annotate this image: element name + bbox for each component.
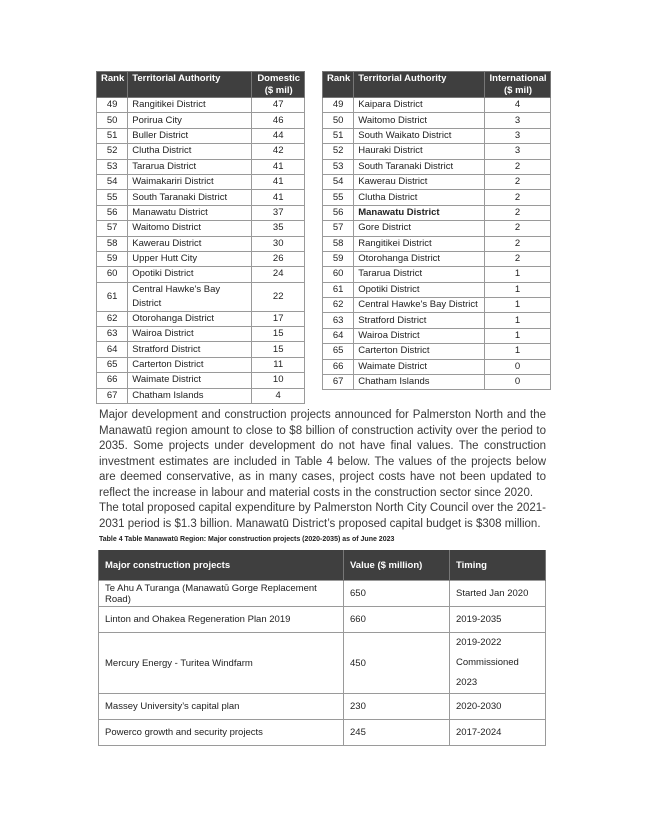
value-cell: 1 (485, 282, 551, 297)
table-row (323, 359, 551, 374)
table-row (97, 388, 305, 403)
rank-cell: 61 (323, 282, 354, 297)
value-cell: 41 (252, 174, 305, 189)
rank-cell: 52 (97, 144, 128, 159)
authority-cell: Otorohanga District (354, 251, 485, 266)
timing-text: 2017-2024 (456, 727, 502, 738)
authority-cell: Clutha District (354, 190, 485, 205)
table-header-row (323, 72, 551, 98)
authority-cell: Kawerau District (354, 174, 485, 189)
table-row (323, 344, 551, 359)
value-cell: 15 (252, 327, 305, 342)
table-row (323, 144, 551, 159)
authority-cell: Waimate District (354, 359, 485, 374)
table-row (97, 221, 305, 236)
table-row (323, 375, 551, 390)
value-cell: 41 (252, 190, 305, 205)
rank-cell: 54 (97, 174, 128, 189)
authority-cell: Gore District (354, 221, 485, 236)
value-cell: 2 (485, 205, 551, 220)
table-row (97, 342, 305, 357)
project-cell: Te Ahu A Turanga (Manawatū Gorge Replacement Road) (99, 581, 344, 607)
international-table-body (323, 98, 551, 390)
authority-cell: Stratford District (128, 342, 252, 357)
rank-cell: 63 (323, 313, 354, 328)
project-cell: Linton and Ohakea Regeneration Plan 2019 (99, 607, 344, 633)
authority-cell: Stratford District (354, 313, 485, 328)
value-cell: 450 (344, 633, 450, 694)
value-cell: 37 (252, 205, 305, 220)
rank-cell: 66 (97, 373, 128, 388)
column-header-international: International ($ mil) (485, 72, 551, 98)
value-cell: 44 (252, 128, 305, 143)
rank-cell: 60 (97, 267, 128, 282)
rank-cell: 55 (97, 190, 128, 205)
value-cell: 17 (252, 311, 305, 326)
table-row (323, 267, 551, 282)
rank-cell: 58 (323, 236, 354, 251)
domestic-table-body (97, 98, 305, 404)
authority-cell: Waitomo District (354, 113, 485, 128)
value-cell: 3 (485, 128, 551, 143)
table-row (323, 313, 551, 328)
projects-table-body (99, 581, 546, 746)
rank-cell: 59 (323, 251, 354, 266)
rank-cell: 64 (97, 342, 128, 357)
table-row (323, 159, 551, 174)
authority-cell: Clutha District (128, 144, 252, 159)
rank-cell: 56 (323, 205, 354, 220)
value-cell: 15 (252, 342, 305, 357)
authority-cell: Manawatu District (354, 205, 485, 220)
table-row (99, 720, 546, 746)
table-row (323, 251, 551, 266)
value-cell: 1 (485, 267, 551, 282)
value-cell: 4 (485, 98, 551, 113)
value-cell: 2 (485, 159, 551, 174)
authority-cell: Buller District (128, 128, 252, 143)
rank-cell: 62 (323, 298, 354, 313)
value-cell: 2 (485, 236, 551, 251)
value-cell: 30 (252, 236, 305, 251)
rank-cell: 53 (97, 159, 128, 174)
table-row (97, 159, 305, 174)
rank-cell: 49 (323, 98, 354, 113)
table-row (97, 174, 305, 189)
rank-cell: 66 (323, 359, 354, 374)
rank-cell: 62 (97, 311, 128, 326)
value-cell: 2 (485, 174, 551, 189)
table-row (97, 311, 305, 326)
table-row (323, 128, 551, 143)
authority-cell: Kawerau District (128, 236, 252, 251)
rank-cell: 54 (323, 174, 354, 189)
project-cell: Massey University’s capital plan (99, 694, 344, 720)
timing-text: Started Jan 2020 (456, 588, 529, 599)
project-cell: Mercury Energy - Turitea Windfarm (99, 633, 344, 694)
authority-cell: Opotiki District (354, 282, 485, 297)
rank-cell: 58 (97, 236, 128, 251)
rank-cell: 50 (97, 113, 128, 128)
authority-cell: Wairoa District (128, 327, 252, 342)
table-caption: Table 4 Table Manawatū Region: Major construction projects (2020-2035) as of June 2023 (99, 536, 395, 543)
rank-cell: 57 (323, 221, 354, 236)
rank-cell: 49 (97, 98, 128, 113)
column-header-domestic: Domestic ($ mil) (252, 72, 305, 98)
value-cell: 0 (485, 359, 551, 374)
domestic-ranking-table (96, 71, 305, 404)
value-cell: 2 (485, 221, 551, 236)
table-row (97, 357, 305, 372)
table-row (323, 328, 551, 343)
value-cell: 24 (252, 267, 305, 282)
rank-cell: 55 (323, 190, 354, 205)
authority-cell: South Waikato District (354, 128, 485, 143)
rank-cell: 61 (97, 282, 128, 311)
value-cell: 650 (344, 581, 450, 607)
authority-cell: Porirua City (128, 113, 252, 128)
timing-text: Commissioned 2023 (456, 657, 519, 688)
table-row (97, 373, 305, 388)
column-header-value: Value ($ million) (344, 550, 450, 581)
authority-cell: Upper Hutt City (128, 251, 252, 266)
table-row (323, 236, 551, 251)
value-cell: 660 (344, 607, 450, 633)
rank-cell: 53 (323, 159, 354, 174)
value-cell: 3 (485, 144, 551, 159)
value-cell: 41 (252, 159, 305, 174)
table-row (97, 267, 305, 282)
timing-cell (450, 607, 546, 633)
authority-cell: Tararua District (128, 159, 252, 174)
column-header-timing: Timing (450, 550, 546, 581)
value-cell: 26 (252, 251, 305, 266)
rank-cell: 56 (97, 205, 128, 220)
column-header-rank: Rank (97, 72, 128, 98)
table-row (323, 282, 551, 297)
value-cell: 4 (252, 388, 305, 403)
table-row (97, 282, 305, 311)
value-cell: 11 (252, 357, 305, 372)
authority-cell: Waitomo District (128, 221, 252, 236)
timing-cell (450, 633, 546, 694)
major-projects-table (98, 550, 546, 746)
rank-cell: 60 (323, 267, 354, 282)
authority-cell: Central Hawke's Bay District (354, 298, 485, 313)
table-row (97, 251, 305, 266)
paragraph-construction-projects: Major development and construction projects announced for Palmerston North and the Manawatū region amount to close to $8 billion of construction activity over the period to 2035. Some projects under development do not have final values. The construction investment estimates are included in Table 4 below. The values of the projects below are deemed conservative, as in many cases, project costs have not been updated to reflect the increase in labour and material costs in the construction sector since 2020. (99, 409, 546, 499)
rank-cell: 52 (323, 144, 354, 159)
value-cell: 46 (252, 113, 305, 128)
authority-cell: Central Hawke's Bay District (128, 282, 252, 311)
authority-cell: Manawatu District (128, 205, 252, 220)
authority-cell: Opotiki District (128, 267, 252, 282)
rank-cell: 57 (97, 221, 128, 236)
project-cell: Powerco growth and security projects (99, 720, 344, 746)
table-row (323, 298, 551, 313)
table-row (323, 190, 551, 205)
authority-cell: Otorohanga District (128, 311, 252, 326)
table-row (323, 98, 551, 113)
table-row (323, 205, 551, 220)
table-row (97, 205, 305, 220)
table-row (99, 581, 546, 607)
value-cell: 3 (485, 113, 551, 128)
paragraph-capital-expenditure: The total proposed capital expenditure by Palmerston North City Council over the 2021-2031 period is $1.3 billion. Manawatū District’s proposed capital budget is $308 million. (99, 502, 546, 530)
authority-cell: Waimate District (128, 373, 252, 388)
authority-cell: Rangitikei District (128, 98, 252, 113)
table-row (99, 607, 546, 633)
authority-cell: Chatham Islands (354, 375, 485, 390)
rank-cell: 59 (97, 251, 128, 266)
rank-cell: 65 (97, 357, 128, 372)
table-row (97, 98, 305, 113)
authority-cell: Rangitikei District (354, 236, 485, 251)
value-cell: 230 (344, 694, 450, 720)
timing-cell (450, 694, 546, 720)
rank-cell: 50 (323, 113, 354, 128)
authority-cell: South Taranaki District (128, 190, 252, 205)
table-row (99, 633, 546, 694)
table-row (97, 128, 305, 143)
table-row (97, 190, 305, 205)
table-row (323, 221, 551, 236)
rank-cell: 67 (97, 388, 128, 403)
table-row (323, 174, 551, 189)
value-cell: 245 (344, 720, 450, 746)
rank-cell: 65 (323, 344, 354, 359)
value-cell: 1 (485, 313, 551, 328)
column-header-authority: Territorial Authority (128, 72, 252, 98)
value-cell: 1 (485, 344, 551, 359)
value-cell: 1 (485, 328, 551, 343)
table-row (99, 694, 546, 720)
value-cell: 2 (485, 251, 551, 266)
table-row (97, 236, 305, 251)
column-header-authority: Territorial Authority (354, 72, 485, 98)
value-cell: 0 (485, 375, 551, 390)
timing-text: 2019-2035 (456, 614, 502, 625)
value-cell: 1 (485, 298, 551, 313)
table-row (97, 327, 305, 342)
authority-cell: Carterton District (354, 344, 485, 359)
authority-cell: Chatham Islands (128, 388, 252, 403)
value-cell: 47 (252, 98, 305, 113)
value-cell: 35 (252, 221, 305, 236)
rank-cell: 51 (97, 128, 128, 143)
value-cell: 42 (252, 144, 305, 159)
column-header-rank: Rank (323, 72, 354, 98)
value-cell: 10 (252, 373, 305, 388)
timing-cell (450, 581, 546, 607)
authority-cell: Kaipara District (354, 98, 485, 113)
timing-cell (450, 720, 546, 746)
column-header-project: Major construction projects (99, 550, 344, 581)
international-ranking-table (322, 71, 551, 390)
table-row (97, 144, 305, 159)
table-header-row (97, 72, 305, 98)
authority-cell: Carterton District (128, 357, 252, 372)
value-cell: 2 (485, 190, 551, 205)
timing-text: 2019-2022 (456, 637, 502, 648)
value-cell: 22 (252, 282, 305, 311)
authority-cell: Wairoa District (354, 328, 485, 343)
authority-cell: Hauraki District (354, 144, 485, 159)
authority-cell: Tararua District (354, 267, 485, 282)
table-header-row (99, 550, 546, 581)
table-row (97, 113, 305, 128)
authority-cell: South Taranaki District (354, 159, 485, 174)
rank-cell: 51 (323, 128, 354, 143)
rank-cell: 63 (97, 327, 128, 342)
rank-cell: 67 (323, 375, 354, 390)
timing-text: 2020-2030 (456, 701, 502, 712)
rank-cell: 64 (323, 328, 354, 343)
authority-cell: Waimakariri District (128, 174, 252, 189)
table-row (323, 113, 551, 128)
